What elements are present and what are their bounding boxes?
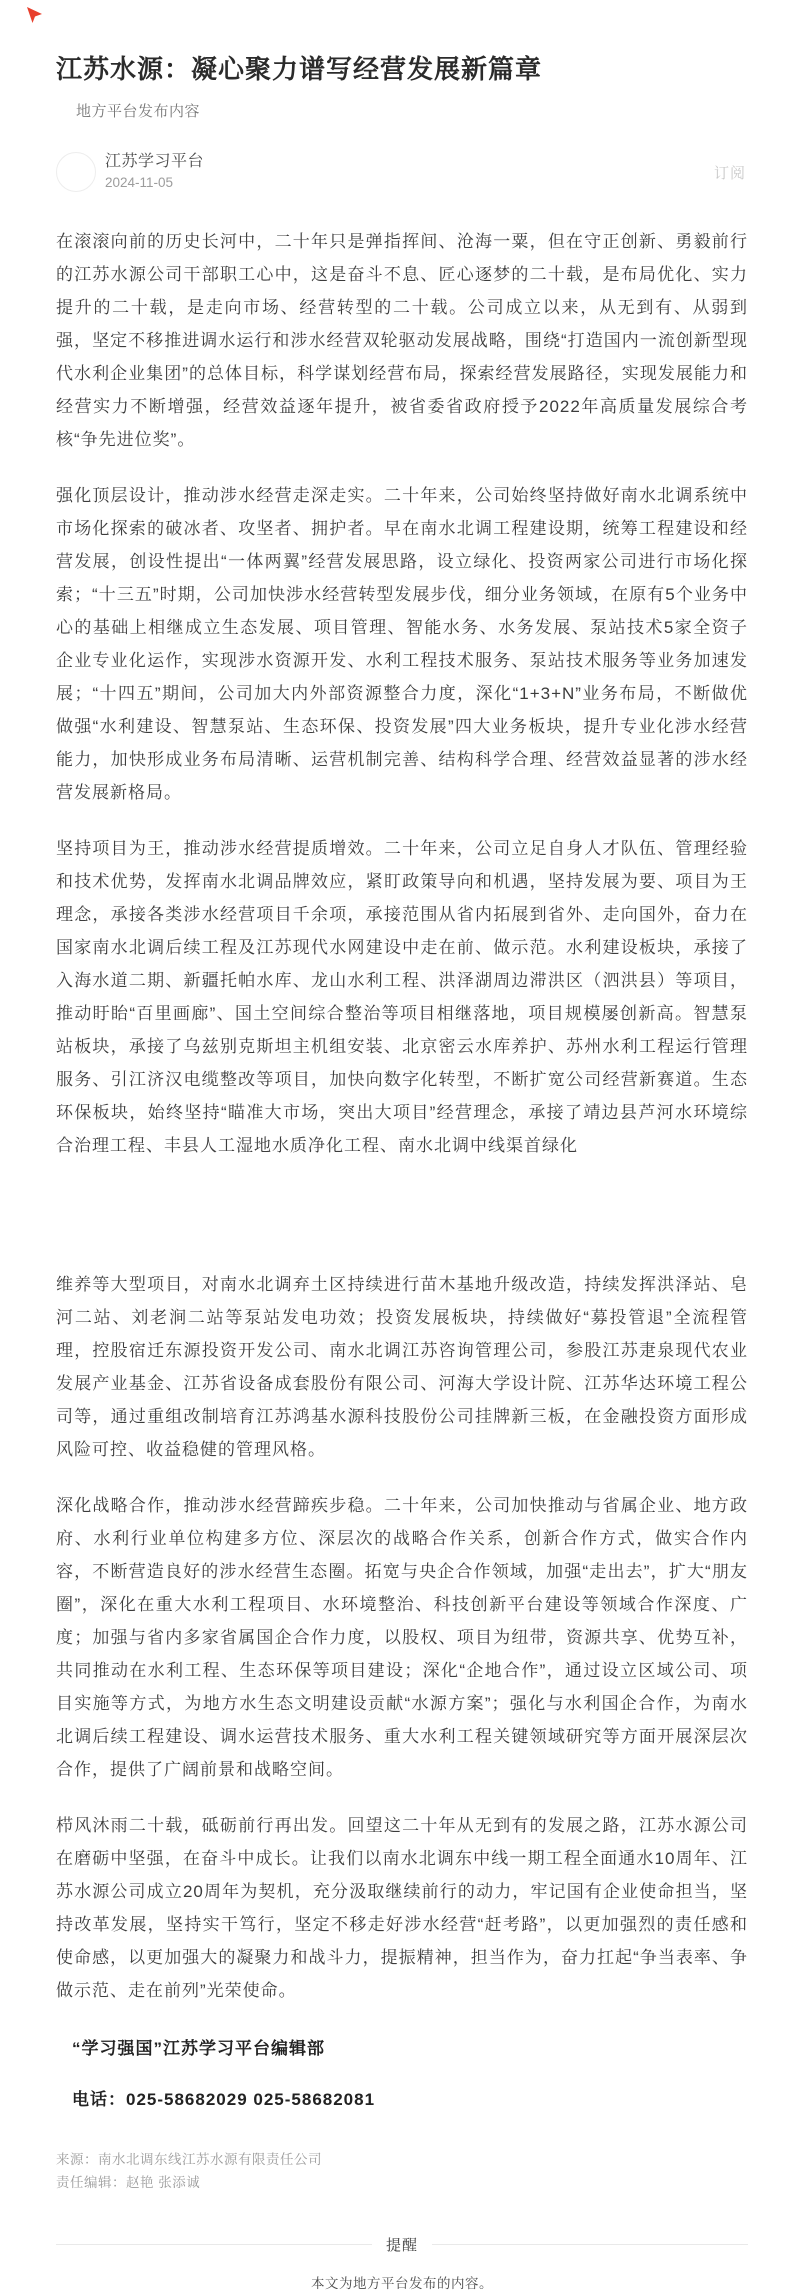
article-subtitle: 地方平台发布内容 [76,103,201,121]
article-body [56,225,748,2007]
divider-line [56,2244,372,2245]
notice-text: 本文为地方平台发布的内容。 [311,2276,493,2292]
publisher-meta [105,152,712,192]
article-paragraph: 栉风沐雨二十载，砥砺前行再出发。回望这二十年从无到有的发展之路，江苏水源公司在磨砺中坚强，在奋斗中成长。让我们以南水北调东中线一期工程全面通水10周年、江苏水源公司成立20周年为契机，充分汲取继续前行的动力，牢记国有企业使命担当，坚持改革发展，坚持实干笃行，坚定不移走好涉水经营“赶考路”，以更加强烈的责任感和使命感，以更加强大的凝聚力和战斗力，提振精神，担当作为，奋力扛起“争当表率、争做示范、走在前列”光荣使命。 [56,1816,748,2001]
notice-title: 提醒 [386,2237,419,2255]
publisher-row [56,152,748,192]
notice-divider [56,2234,748,2255]
article-paragraph: 深化战略合作，推动涉水经营蹄疾步稳。二十年来，公司加快推动与省属企业、地方政府、水利行业单位构建多方位、深层次的战略合作关系，创新合作方式，做实合作内容，不断营造良好的涉水经营生态圈。拓宽与央企合作领域，加强“走出去”，扩大“朋友圈”，深化在重大水利工程项目、水环境整治、科技创新平台建设等领域合作深度、广度；加强与省内多家省属国企合作力度，以股权、项目为纽带，资源共享、优势互补，共同推动在水利工程、生态环保等项目建设；深化“企地合作”，通过设立区域公司、项目实施等方式，为地方水生态文明建设贡献“水源方案”；强化与水利国企合作，为南水北调后续工程建设、调水运营技术服务、重大水利工程关键领域研究等方面开展深层次合作，提供了广阔前景和战略空间。 [56,1496,748,1780]
meta-block [56,2148,748,2194]
contact-phone: 电话：025-58682029 025-58682081 [72,2090,376,2110]
editorial-signature: “学习强国”江苏学习平台编辑部 [72,2039,325,2059]
article-paragraph: 维养等大型项目，对南水北调弃土区持续进行苗木基地升级改造，持续发挥洪泽站、皂河二站、刘老涧二站等泵站发电功效；投资发展板块，持续做好“募投管退”全流程管理，控股宿迁东源投资开发公司、南水北调江苏咨询管理公司，参股江苏疌泉现代农业发展产业基金、江苏省设备成套股份有限公司、河海大学设计院、江苏华达环境工程公司等，通过重组改制培育江苏鸿基水源科技股份公司挂牌新三板，在金融投资方面形成风险可控、收益稳健的管理风格。 [56,1275,748,1460]
publish-date: 2024-11-05 [105,175,174,191]
article-paragraph: 在滚滚向前的历史长河中，二十年只是弹指挥间、沧海一粟，但在守正创新、勇毅前行的江苏水源公司干部职工心中，这是奋斗不息、匠心逐梦的二十载，是布局优化、实力提升的二十载，是走向市场、经营转型的二十载。公司成立以来，从无到有、从弱到强，坚定不移推进调水运行和涉水经营双轮驱动发展战略，围绕“打造国内一流创新型现代水利企业集团”的总体目标，科学谋划经营布局，探索经营发展路径，实现发展能力和经营实力不断增强，经营效益逐年提升，被省委省政府授予2022年高质量发展综合考核“争先进位奖”。 [56,232,748,450]
publisher-name[interactable]: 江苏学习平台 [105,153,205,171]
subscribe-button[interactable]: 订阅 [713,164,746,182]
article-paragraph: 坚持项目为王，推动涉水经营提质增效。二十年来，公司立足自身人才队伍、管理经验和技术优势，发挥南水北调品牌效应，紧盯政策导向和机遇，坚持发展为要、项目为王理念，承接各类涉水经营项目千余项，承接范围从省内拓展到省外、走向国外，奋力在国家南水北调后续工程及江苏现代水网建设中走在前、做示范。水利建设板块，承接了入海水道二期、新疆托帕水库、龙山水利工程、洪泽湖周边滞洪区（泗洪县）等项目，推动盱眙“百里画廊”、国土空间综合整治等项目相继落地，项目规模屡创新高。智慧泵站板块，承接了乌兹别克斯坦主机组安装、北京密云水库养护、苏州水利工程运行管理服务、引江济汉电缆整改等项目，加快向数字化转型，不断扩宽公司经营新赛道。生态环保板块，始终坚持“瞄准大市场，突出大项目”经营理念，承接了靖边县芦河水环境综合治理工程、丰县人工湿地水质净化工程、南水北调中线渠首绿化 [56,839,748,1156]
red-cursor-icon [24,5,46,27]
divider-line [432,2244,748,2245]
publisher-avatar[interactable] [56,152,96,192]
page-title: 江苏水源：凝心聚力谱写经营发展新篇章 [56,54,543,84]
editor-line: 责任编辑：赵艳 张添诚 [56,2175,201,2191]
article-paragraph: 强化顶层设计，推动涉水经营走深走实。二十年来，公司始终坚持做好南水北调系统中市场化探索的破冰者、攻坚者、拥护者。早在南水北调工程建设期，统筹工程建设和经营发展，创设性提出“一体两翼”经营发展思路，设立绿化、投资两家公司进行市场化探索；“十三五”时期，公司加快涉水经营转型发展步伐，细分业务领域，在原有5个业务中心的基础上相继成立生态发展、项目管理、智能水务、水务发展、泵站技术5家全资子企业专业化运作，实现涉水资源开发、水利工程技术服务、泵站技术服务等业务加速发展；“十四五”期间，公司加大内外部资源整合力度，深化“1+3+N”业务布局，不断做优做强“水利建设、智慧泵站、生态环保、投资发展”四大业务板块，提升专业化涉水经营能力，加快形成业务布局清晰、运营机制完善、结构科学合理、经营效益显著的涉水经营发展新格局。 [56,486,748,803]
notice-section [56,2234,748,2292]
signature-block [56,2037,748,2112]
source-line: 来源：南水北调东线江苏水源有限责任公司 [56,2152,322,2168]
